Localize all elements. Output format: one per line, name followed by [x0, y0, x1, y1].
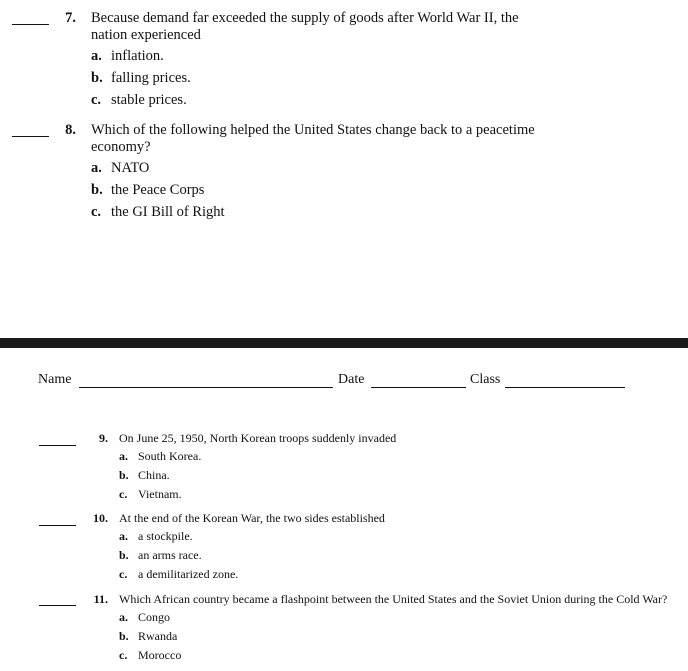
- class-label: Class: [470, 372, 501, 387]
- answer-option[interactable]: [119, 449, 201, 464]
- option-text: China.: [138, 468, 170, 482]
- option-letter: a.: [91, 48, 102, 64]
- option-letter: b.: [119, 629, 129, 643]
- option-letter: a.: [119, 610, 128, 624]
- page-divider: [0, 338, 688, 348]
- option-text: Rwanda: [138, 629, 178, 643]
- option-text: a demilitarized zone.: [138, 567, 239, 581]
- option-letter: a.: [119, 449, 128, 463]
- answer-option[interactable]: [91, 204, 225, 221]
- name-label: Name: [38, 372, 72, 387]
- answer-option[interactable]: [91, 48, 164, 65]
- question-text: At the end of the Korean War, the two sides established: [119, 511, 385, 525]
- date-field[interactable]: [371, 387, 466, 388]
- class-field[interactable]: [505, 387, 625, 388]
- option-text: the Peace Corps: [111, 182, 205, 198]
- option-text: Congo: [138, 610, 171, 624]
- answer-option[interactable]: [91, 160, 149, 177]
- answer-blank[interactable]: [39, 525, 76, 526]
- question-number: 11.: [93, 592, 108, 606]
- option-letter: b.: [119, 468, 129, 482]
- option-text: an arms race.: [138, 548, 202, 562]
- answer-blank[interactable]: [12, 24, 49, 25]
- question-text: On June 25, 1950, North Korean troops suddenly invaded: [119, 431, 397, 445]
- answer-option[interactable]: [119, 487, 182, 502]
- option-text: stable prices.: [111, 92, 187, 108]
- option-text: Vietnam.: [138, 487, 182, 501]
- answer-blank[interactable]: [39, 605, 76, 606]
- answer-option[interactable]: [119, 468, 170, 483]
- answer-option[interactable]: [119, 610, 170, 625]
- answer-option[interactable]: [119, 629, 177, 644]
- option-text: Morocco: [138, 648, 182, 662]
- answer-option[interactable]: [119, 567, 238, 582]
- option-text: a stockpile.: [138, 529, 193, 543]
- question-number: 9.: [99, 431, 108, 445]
- option-text: NATO: [111, 160, 150, 176]
- option-letter: c.: [119, 487, 128, 501]
- option-letter: c.: [91, 92, 102, 108]
- date-label: Date: [338, 372, 365, 387]
- answer-option[interactable]: [119, 548, 202, 563]
- question-number: 10.: [93, 511, 108, 525]
- option-letter: b.: [91, 70, 103, 86]
- option-letter: b.: [91, 182, 103, 198]
- option-letter: c.: [91, 204, 102, 220]
- question-text: Because demand far exceeded the supply of goods after World War II, the nation experienced: [91, 10, 519, 43]
- option-text: South Korea.: [138, 449, 202, 463]
- name-field[interactable]: [79, 387, 333, 388]
- option-letter: b.: [119, 548, 129, 562]
- answer-blank[interactable]: [12, 136, 49, 137]
- option-text: the GI Bill of Right: [111, 204, 225, 220]
- question-number: 8.: [65, 122, 76, 138]
- option-letter: c.: [119, 648, 128, 662]
- option-text: inflation.: [111, 48, 164, 64]
- answer-option[interactable]: [91, 182, 204, 199]
- option-letter: a.: [119, 529, 128, 543]
- option-letter: c.: [119, 567, 128, 581]
- option-letter: a.: [91, 160, 102, 176]
- answer-option[interactable]: [91, 70, 191, 87]
- question-text: Which of the following helped the United States change back to a peacetime economy?: [91, 122, 535, 155]
- answer-blank[interactable]: [39, 445, 76, 446]
- question-number: 7.: [65, 10, 76, 26]
- question-text: Which African country became a flashpoint between the United States and the Soviet Union during the Cold War?: [119, 592, 668, 606]
- answer-option[interactable]: [91, 92, 187, 109]
- option-text: falling prices.: [111, 70, 191, 86]
- answer-option[interactable]: [119, 648, 181, 663]
- answer-option[interactable]: [119, 529, 193, 544]
